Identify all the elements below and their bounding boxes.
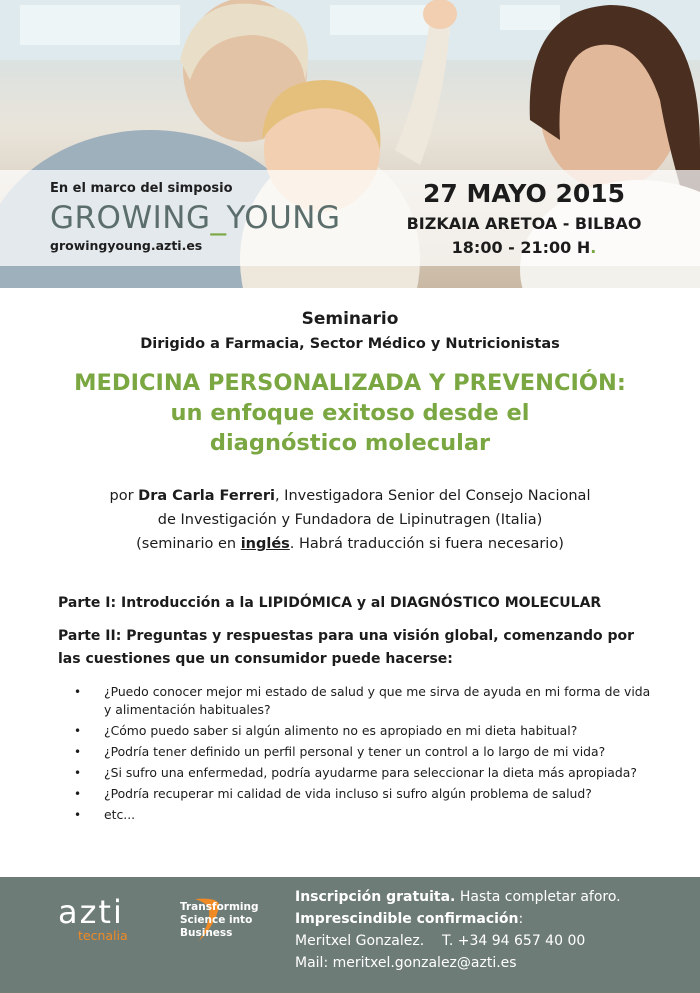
event-time-dot: . <box>590 238 597 257</box>
email-line[interactable]: Mail: meritxel.gonzalez@azti.es <box>295 955 517 971</box>
seminar-kicker: Seminario <box>301 309 399 329</box>
logo-tagline <box>180 901 259 940</box>
brand-underscore: _ <box>210 200 227 236</box>
seminar-title <box>0 368 700 458</box>
question-text: ¿Si sufro una enfermedad, podría ayudarme para seleccionar la dieta más apropiada? <box>104 765 637 780</box>
logo-wordmark: azti <box>58 893 124 931</box>
speaker-name: Dra Carla Ferreri <box>138 488 275 504</box>
brand-young: YOUNG <box>226 200 341 236</box>
speaker-byline <box>0 484 700 556</box>
seminar-audience: Dirigido a Farmacia, Sector Médico y Nutricionistas <box>140 336 560 352</box>
bullet-icon: • <box>74 724 82 738</box>
bullet-icon: • <box>74 745 82 759</box>
azti-logo[interactable] <box>58 895 128 943</box>
question-text: etc... <box>104 807 136 822</box>
part-one-heading: Parte I: Introducción a la LIPIDÓMICA y al DIAGNÓSTICO MOLECULAR <box>58 595 602 611</box>
speaker-role: , Investigadora Senior del Consejo Nacional <box>274 488 591 504</box>
contact-line[interactable]: Meritxel Gonzalez. T. +34 94 657 40 00 <box>295 933 586 949</box>
event-time-text: 18:00 - 21:00 H <box>451 238 591 257</box>
brand-growing: GROWING <box>50 200 211 236</box>
logo-subtitle: tecnalia <box>78 928 128 943</box>
symposium-url[interactable]: growingyoung.azti.es <box>50 238 203 253</box>
registration-info <box>295 886 621 974</box>
bullet-icon: • <box>74 787 82 801</box>
confirmation-required: Imprescindible confirmación <box>295 911 519 927</box>
list-item <box>72 743 657 761</box>
title-line-1: MEDICINA PERSONALIZADA Y PREVENCIÓN: <box>74 370 626 396</box>
list-item <box>72 806 657 824</box>
registration-capacity: Hasta completar aforo. <box>455 889 621 905</box>
hero-banner <box>0 0 700 288</box>
list-item <box>72 764 657 782</box>
confirmation-colon: : <box>518 911 524 927</box>
confirmation-line <box>295 908 621 930</box>
part-two-heading: Parte II: Preguntas y respuestas para una visión global, comenzando por las cuestiones que un consumidor puede hacerse: <box>58 628 634 667</box>
language-suffix: . Habrá traducción si fuera necesario) <box>289 536 564 552</box>
registration-free: Inscripción gratuita. <box>295 889 456 905</box>
symposium-brand <box>50 199 341 237</box>
list-item <box>72 683 657 719</box>
event-venue: BIZKAIA ARETOA - BILBAO <box>406 214 642 233</box>
byline-line-2: de Investigación y Fundadora de Lipinutragen (Italia) <box>157 512 543 528</box>
language-prefix: (seminario en <box>136 536 241 552</box>
event-details <box>396 178 652 260</box>
registration-footer <box>0 877 700 993</box>
list-item <box>72 785 657 803</box>
symposium-block <box>50 181 341 254</box>
list-item <box>72 722 657 740</box>
question-text: ¿Cómo puedo saber si algún alimento no es apropiado en mi dieta habitual? <box>104 723 578 738</box>
title-line-2: un enfoque exitoso desde el <box>170 400 530 426</box>
byline-prefix: por <box>109 488 139 504</box>
tagline-line: Business <box>180 927 233 939</box>
bullet-icon: • <box>74 766 82 780</box>
byline-line-1 <box>0 484 700 508</box>
question-text: ¿Podría tener definido un perfil personal y tener un control a lo largo de mi vida? <box>104 744 606 759</box>
title-line-3: diagnóstico molecular <box>209 430 491 456</box>
event-date: 27 MAYO 2015 <box>422 179 626 208</box>
question-text: ¿Podría recuperar mi calidad de vida incluso si sufro algún problema de salud? <box>104 786 592 801</box>
bullet-icon: • <box>74 685 82 699</box>
tagline-line: Transforming <box>180 901 259 913</box>
tagline-line: Science into <box>180 914 253 926</box>
bullet-icon: • <box>74 808 82 822</box>
registration-line <box>295 886 621 908</box>
language-name: inglés <box>240 536 290 552</box>
event-time <box>396 236 652 260</box>
byline-line-3 <box>0 532 700 556</box>
symposium-intro: En el marco del simposio <box>50 181 233 196</box>
question-text: ¿Puedo conocer mejor mi estado de salud y que me sirva de ayuda en mi forma de vida y alimentación habituales? <box>104 684 651 717</box>
question-list <box>72 683 657 827</box>
